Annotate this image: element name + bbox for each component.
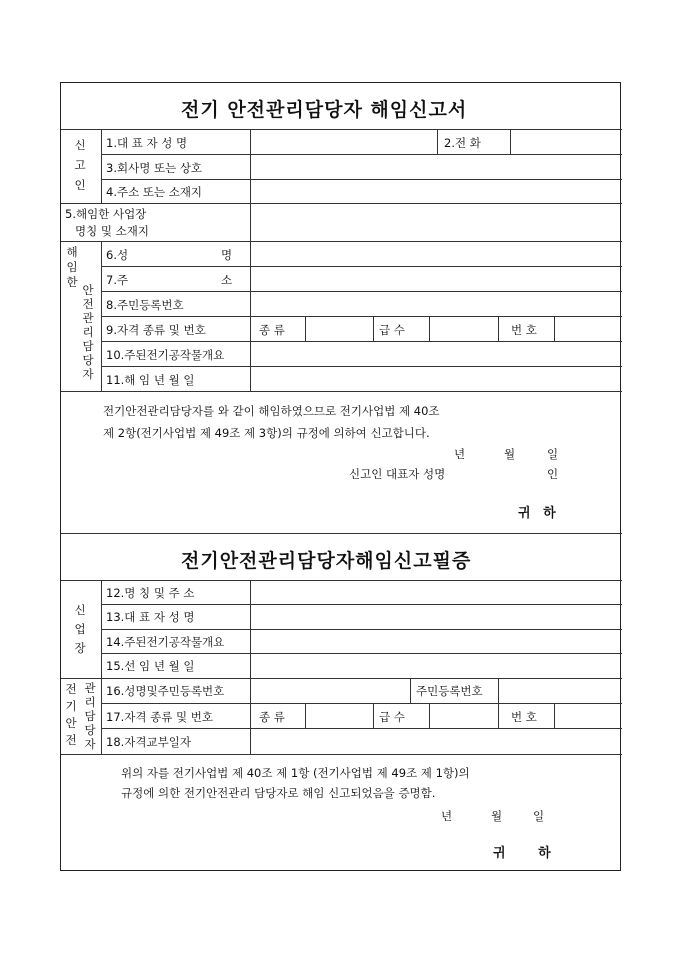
divider [61, 203, 622, 204]
kind-label: 종 류 [259, 710, 285, 724]
divider [101, 629, 622, 630]
license-issue-date-field[interactable] [252, 730, 620, 753]
divider [61, 533, 622, 534]
grade-label: 급 수 [379, 710, 405, 724]
row-5-label-a: 5.해임한 사업장 [65, 207, 147, 221]
number-label: 번 호 [511, 710, 537, 724]
row-13-label: 13.대 표 자 성 명 [106, 610, 195, 624]
divider [250, 129, 251, 391]
company-name-field[interactable] [252, 156, 620, 178]
facility-overview-field[interactable] [252, 343, 620, 365]
date-month: 월 [504, 447, 516, 461]
divider [101, 728, 622, 729]
row-1-label: 1.대 표 자 성 명 [106, 136, 188, 150]
dismissal-report-form [60, 82, 621, 871]
manager-name-field[interactable] [252, 680, 409, 702]
manager-address-field[interactable] [252, 268, 620, 290]
divider [498, 316, 499, 341]
row-16-label: 16.성명및주민등록번호 [106, 684, 225, 698]
divider [429, 316, 430, 341]
row-18-label: 18.자격교부일자 [106, 735, 191, 749]
resident-number-field[interactable] [252, 293, 620, 315]
manager-group-label-right: 관리담당자 [84, 681, 96, 751]
number-label: 번 호 [511, 323, 537, 337]
divider [554, 703, 555, 728]
divider [101, 341, 622, 342]
recipient: 귀 하 [518, 506, 560, 521]
kind-label: 종 류 [259, 323, 285, 337]
row-6-label: 6.성 [106, 248, 129, 262]
divider [498, 703, 499, 728]
representative-name-field[interactable] [252, 606, 620, 628]
row-11-label: 11.해 임 년 월 일 [106, 373, 195, 387]
divider [429, 703, 430, 728]
resident-number-label: 주민등록번호 [416, 684, 483, 698]
qualification-grade-field[interactable] [431, 705, 497, 727]
date-day: 일 [533, 809, 545, 823]
representative-name-field[interactable] [252, 131, 436, 153]
divider [101, 241, 102, 391]
divider [101, 179, 622, 180]
row-10-label: 10.주된전기공작물개요 [106, 348, 225, 362]
applicant-group-label: 신고인 [74, 138, 86, 192]
divider [373, 316, 374, 341]
divider [61, 241, 622, 242]
divider [510, 129, 511, 154]
manager-name-field[interactable] [252, 243, 620, 265]
recipient: 귀 하 [493, 846, 565, 861]
signer-label: 신고인 대표자 성명 [349, 467, 446, 481]
divider [101, 703, 622, 704]
divider [61, 754, 622, 755]
statement-line-2: 제 2항(전기사업법 제 49조 제 3항)의 규정에 의하여 신고합니다. [103, 426, 430, 440]
dismissal-date-field[interactable] [252, 368, 620, 390]
divider [410, 678, 411, 703]
divider [61, 678, 622, 679]
divider [101, 653, 622, 654]
divider [101, 154, 622, 155]
divider [61, 580, 622, 581]
row-12-label: 12.명 칭 및 주 소 [106, 586, 195, 600]
site-group-label: 신업장 [74, 603, 86, 655]
qualification-grade-field[interactable] [431, 318, 497, 340]
divider [101, 580, 102, 754]
statement-line-1: 전기안전관리담당자를 와 같이 해임하였으므로 전기사업법 제 40조 [103, 404, 440, 418]
row-9-label: 9.자격 종류 및 번호 [106, 323, 206, 337]
grade-label: 급 수 [379, 323, 405, 337]
certificate-title: 전기안전관리담당자해임신고필증 [181, 550, 472, 572]
divider [373, 703, 374, 728]
row-17-label: 17.자격 종류 및 번호 [106, 710, 214, 724]
dismissed-group-label-a: 해임한 [66, 245, 78, 289]
divider [101, 604, 622, 605]
qualification-number-field[interactable] [556, 705, 620, 727]
certificate-statement-line-2: 규정에 의한 전기안전관리 담당자로 해임 신고되었음을 증명함. [121, 786, 436, 800]
row-15-label: 15.선 임 년 월 일 [106, 659, 195, 673]
divider [101, 266, 622, 267]
divider [61, 129, 622, 130]
resident-number-field[interactable] [500, 680, 620, 702]
row-7-label-end: 소 [221, 273, 233, 287]
date-year: 년 [454, 447, 466, 461]
report-title: 전기 안전관리담당자 해임신고서 [181, 99, 468, 121]
seal-mark: 인 [547, 467, 559, 481]
row-8-label: 8.주민등록번호 [106, 298, 184, 312]
address-field[interactable] [252, 181, 620, 202]
divider [101, 291, 622, 292]
row-6-label-end: 명 [221, 248, 233, 262]
divider [101, 129, 102, 203]
phone-label: 2.전 화 [444, 136, 481, 150]
divider [101, 366, 622, 367]
site-name-address-field[interactable] [252, 582, 620, 603]
row-14-label: 14.주된전기공작물개요 [106, 635, 225, 649]
row-4-label: 4.주소 또는 소재지 [106, 185, 203, 199]
qualification-number-field[interactable] [556, 318, 620, 340]
date-day: 일 [547, 447, 559, 461]
row-7-label: 7.주 [106, 273, 129, 287]
date-month: 월 [491, 809, 503, 823]
dismissed-group-label-b: 안전관리담당자 [82, 283, 94, 381]
manager-group-label-left: 전기안전 [65, 682, 77, 747]
divider [101, 316, 622, 317]
facility-overview-field[interactable] [252, 631, 620, 652]
divider [498, 678, 499, 703]
row-5-label-b: 명칭 및 소재지 [75, 224, 149, 238]
divider [250, 580, 251, 754]
site-name-address-field[interactable] [252, 205, 620, 240]
qualification-kind-field[interactable] [307, 705, 372, 727]
date-year: 년 [441, 809, 453, 823]
divider [437, 129, 438, 154]
appointment-date-field[interactable] [252, 655, 620, 677]
qualification-kind-field[interactable] [307, 318, 372, 340]
divider [554, 316, 555, 341]
divider [305, 703, 306, 728]
phone-field[interactable] [512, 131, 620, 153]
divider [305, 316, 306, 341]
row-3-label: 3.회사명 또는 상호 [106, 161, 203, 175]
certificate-statement-line-1: 위의 자를 전기사업법 제 40조 제 1항 (전기사업법 제 49조 제 1항)의 [121, 766, 470, 780]
divider [61, 391, 622, 392]
